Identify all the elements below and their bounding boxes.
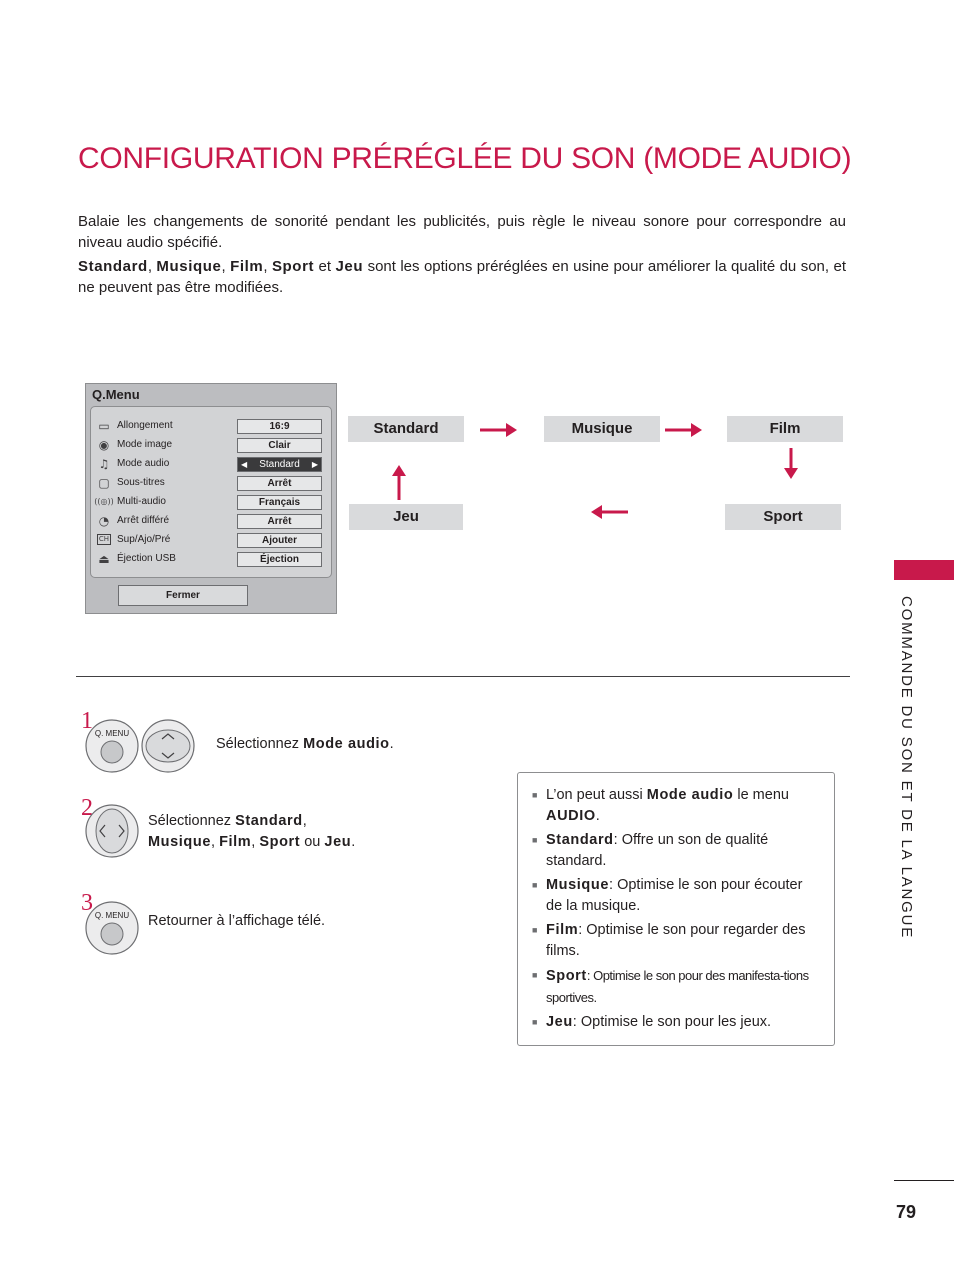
qmenu-row-sous-titres[interactable] bbox=[91, 474, 333, 493]
arrow-right-icon bbox=[665, 421, 703, 439]
side-tab-label: COMMANDE DU SON ET DE LA LANGUE bbox=[898, 596, 915, 940]
qmenu-row-value: Clair bbox=[237, 438, 322, 453]
note-item: ■ Standard: Offre un son de qualité standard. bbox=[532, 832, 769, 869]
fermer-button[interactable]: Fermer bbox=[118, 585, 248, 606]
channel-icon: CH bbox=[98, 535, 110, 543]
flow-standard: Standard bbox=[348, 416, 464, 442]
qmenu-remote-button[interactable] bbox=[84, 718, 140, 774]
preset-film: Film bbox=[230, 258, 264, 275]
step-2-text: Sélectionnez Standard, Musique, Film, Sport ou Jeu. bbox=[148, 813, 356, 850]
preset-standard: Standard bbox=[78, 258, 148, 275]
qmenu-row-allongement[interactable] bbox=[91, 417, 333, 436]
bullet-icon: ■ bbox=[532, 970, 538, 980]
section-divider bbox=[76, 676, 850, 677]
bullet-icon: ■ bbox=[532, 1017, 538, 1027]
triangle-left-icon[interactable]: ◀ bbox=[241, 460, 248, 469]
step-1-text: Sélectionnez Mode audio. bbox=[216, 736, 394, 752]
qmenu-row-sup-ajo-pre[interactable] bbox=[91, 531, 333, 550]
qmenu-row-label: Sup/Ajo/Pré bbox=[117, 534, 171, 545]
subtitles-icon: ▢ bbox=[98, 476, 110, 490]
step-number-2: 2 bbox=[81, 795, 93, 821]
aspect-ratio-icon: ▭ bbox=[98, 419, 110, 433]
bullet-icon: ■ bbox=[532, 880, 538, 890]
arrow-left-icon bbox=[590, 503, 628, 521]
arrow-right-icon bbox=[480, 421, 518, 439]
qmenu-row-label: Sous-titres bbox=[117, 477, 165, 488]
step-3-text: Retourner à l’affichage télé. bbox=[148, 913, 326, 929]
preset-musique: Musique bbox=[156, 258, 222, 275]
key-mode-audio: Mode audio bbox=[303, 736, 390, 752]
multi-audio-icon: ((◎)) bbox=[94, 497, 114, 506]
qmenu-row-label: Arrêt différé bbox=[117, 515, 170, 526]
qmenu-row-ejection-usb[interactable] bbox=[91, 550, 333, 569]
qmenu-row-mode-audio[interactable] bbox=[91, 455, 333, 474]
note-item: ■ Musique: Optimise le son pour écouter de la musique. bbox=[532, 877, 803, 914]
qmenu-remote-button[interactable] bbox=[84, 900, 140, 956]
bullet-icon: ■ bbox=[532, 835, 538, 845]
step-number-1: 1 bbox=[81, 708, 93, 734]
qmenu-button-label: Q. MENU bbox=[94, 911, 130, 920]
qmenu-list bbox=[90, 406, 332, 578]
side-tab-marker bbox=[894, 560, 954, 580]
qmenu-row-value: Ajouter bbox=[237, 533, 322, 548]
flow-musique: Musique bbox=[544, 416, 660, 442]
usb-icon: ⏏ bbox=[98, 552, 110, 566]
flow-sport: Sport bbox=[725, 504, 841, 530]
note-item: ■ Jeu: Optimise le son pour les jeux. bbox=[532, 1012, 822, 1033]
left-right-remote-button[interactable] bbox=[84, 803, 140, 859]
note-item: ■ L’on peut aussi Mode audio le menu AUDIO. bbox=[532, 787, 789, 824]
page-number: 79 bbox=[896, 1202, 917, 1222]
qmenu-row-value: Français bbox=[237, 495, 322, 510]
qmenu-row-label: Éjection USB bbox=[117, 553, 176, 564]
preset-jeu: Jeu bbox=[335, 258, 364, 275]
qmenu-title: Q.Menu bbox=[92, 387, 140, 402]
qmenu-row-label: Allongement bbox=[117, 420, 173, 431]
arrow-up-icon bbox=[390, 464, 408, 500]
qmenu-row-mode-image[interactable] bbox=[91, 436, 333, 455]
bullet-icon: ■ bbox=[532, 925, 538, 935]
step-number-3: 3 bbox=[81, 890, 93, 916]
page-number-rule bbox=[894, 1180, 954, 1181]
page-title: CONFIGURATION PRÉRÉGLÉE DU SON (MODE AUDIO) bbox=[78, 142, 852, 175]
triangle-right-icon[interactable]: ▶ bbox=[311, 460, 318, 469]
notes-box bbox=[517, 772, 835, 1046]
qmenu-panel bbox=[85, 383, 337, 614]
qmenu-row-value: Arrêt bbox=[237, 476, 322, 491]
qmenu-row-value: Arrêt bbox=[237, 514, 322, 529]
qmenu-row-value-selected[interactable]: ◀ Standard ▶ bbox=[237, 457, 322, 472]
qmenu-row-label: Mode image bbox=[117, 439, 173, 450]
bullet-icon: ■ bbox=[532, 790, 538, 800]
arrow-down-icon bbox=[782, 448, 800, 480]
up-down-remote-button[interactable] bbox=[140, 718, 196, 774]
music-note-icon: ♫ bbox=[98, 457, 110, 471]
qmenu-button-label: Q. MENU bbox=[94, 729, 130, 738]
sleep-timer-icon: ◔ bbox=[98, 514, 110, 528]
note-item: ■ Film: Optimise le son pour regarder des films. bbox=[532, 922, 806, 959]
flow-jeu: Jeu bbox=[349, 504, 463, 530]
flow-film: Film bbox=[727, 416, 843, 442]
preset-sport: Sport bbox=[271, 258, 315, 275]
note-item: ■ Sport: Optimise le son pour des manifesta-tions sportives. bbox=[532, 965, 822, 1009]
qmenu-row-value: 16:9 bbox=[237, 419, 322, 434]
eye-icon: ◉ bbox=[98, 438, 110, 452]
qmenu-row-label: Mode audio bbox=[117, 458, 170, 469]
qmenu-row-value: Éjection bbox=[237, 552, 322, 567]
intro-paragraph: Balaie les changements de sonorité pendant les publicités, puis règle le niveau sonore pour correspondre au niveau audio spécifié. bbox=[78, 213, 846, 251]
presets-paragraph: Standard, Musique, Film, Sport et Jeu sont les options préréglées en usine pour améliorer la qualité du son, et ne peuvent pas être modifiées. bbox=[78, 258, 846, 296]
qmenu-row-arret-differe[interactable] bbox=[91, 512, 333, 531]
qmenu-row-multi-audio[interactable] bbox=[91, 493, 333, 512]
qmenu-row-label: Multi-audio bbox=[117, 496, 166, 507]
